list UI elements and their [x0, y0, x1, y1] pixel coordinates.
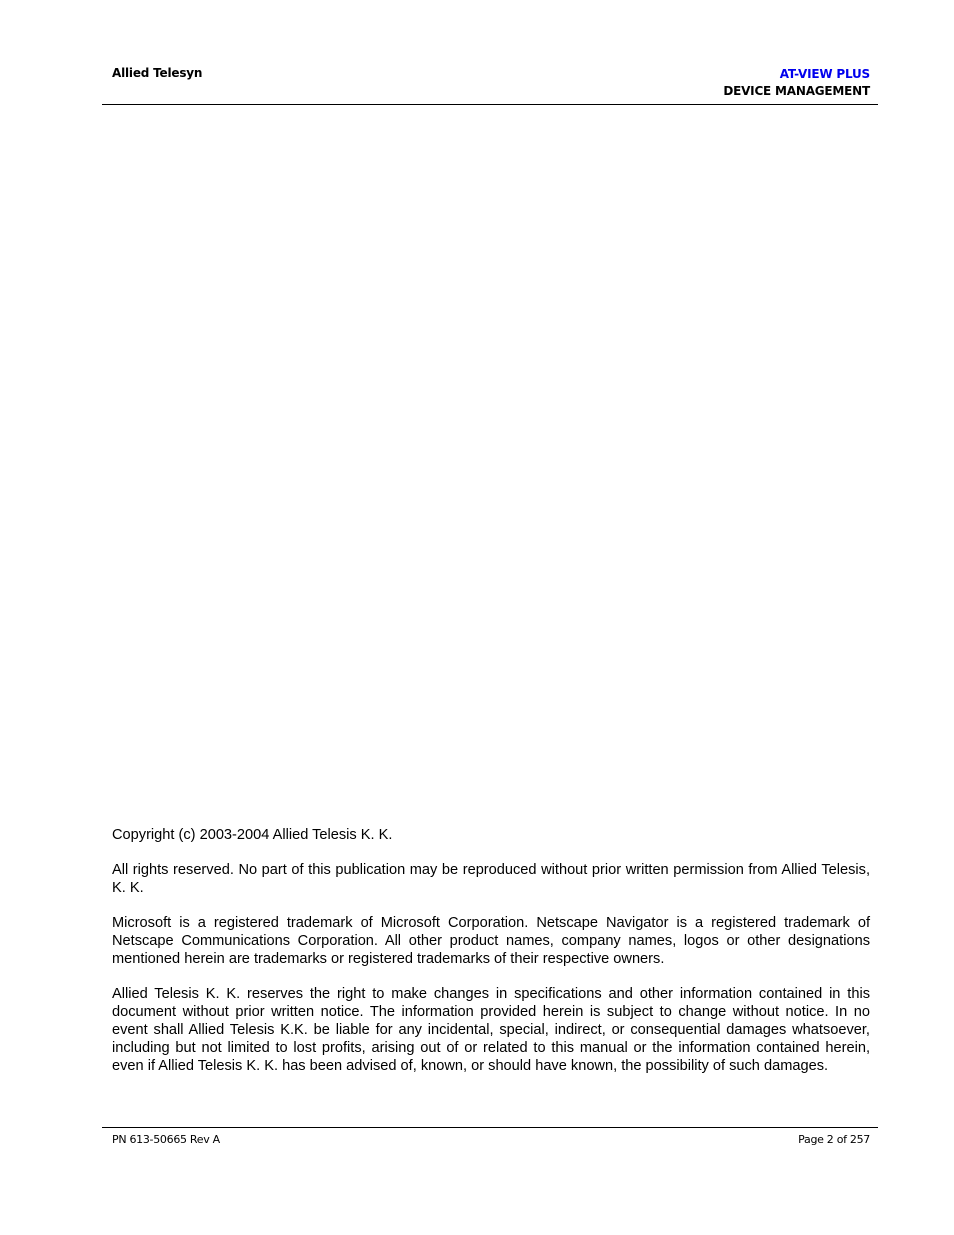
page-header — [102, 64, 878, 105]
company-name: Allied Telesyn — [112, 66, 203, 80]
copyright-paragraph: Copyright (c) 2003-2004 Allied Telesis K. K. — [112, 827, 393, 843]
rights-paragraph: All rights reserved. No part of this publication may be reproduced without prior written permission from Allied Telesis, K. K. — [112, 862, 870, 896]
header-titles — [723, 66, 870, 100]
page-footer — [102, 1127, 878, 1152]
disclaimer-paragraph: Allied Telesis K. K. reserves the right to make changes in specifications and other information contained in this document without prior written notice. The information provided herein is subject to change without notice. In no event shall Allied Telesis K.K. be liable for any incidental, special, indirect, or consequential damages whatsoever, including but not limited to lost profits, arising out of or related to this manual or the information contained herein, even if Allied Telesis K. K. has been advised of, known, or should have known, the possibility of such damages. — [112, 986, 870, 1074]
trademarks-paragraph: Microsoft is a registered trademark of Microsoft Corporation. Netscape Navigator is a registered trademark of Netscape Communications Corporation. All other product names, company names, logos or other designations mentioned herein are trademarks or registered trademarks of their respective owners. — [112, 915, 870, 967]
page-number: Page 2 of 257 — [798, 1133, 870, 1146]
legal-notice — [112, 826, 870, 1092]
part-number: PN 613-50665 Rev A — [112, 1133, 220, 1146]
section-title: DEVICE MANAGEMENT — [723, 84, 870, 98]
product-title: AT-VIEW PLUS — [779, 67, 870, 81]
